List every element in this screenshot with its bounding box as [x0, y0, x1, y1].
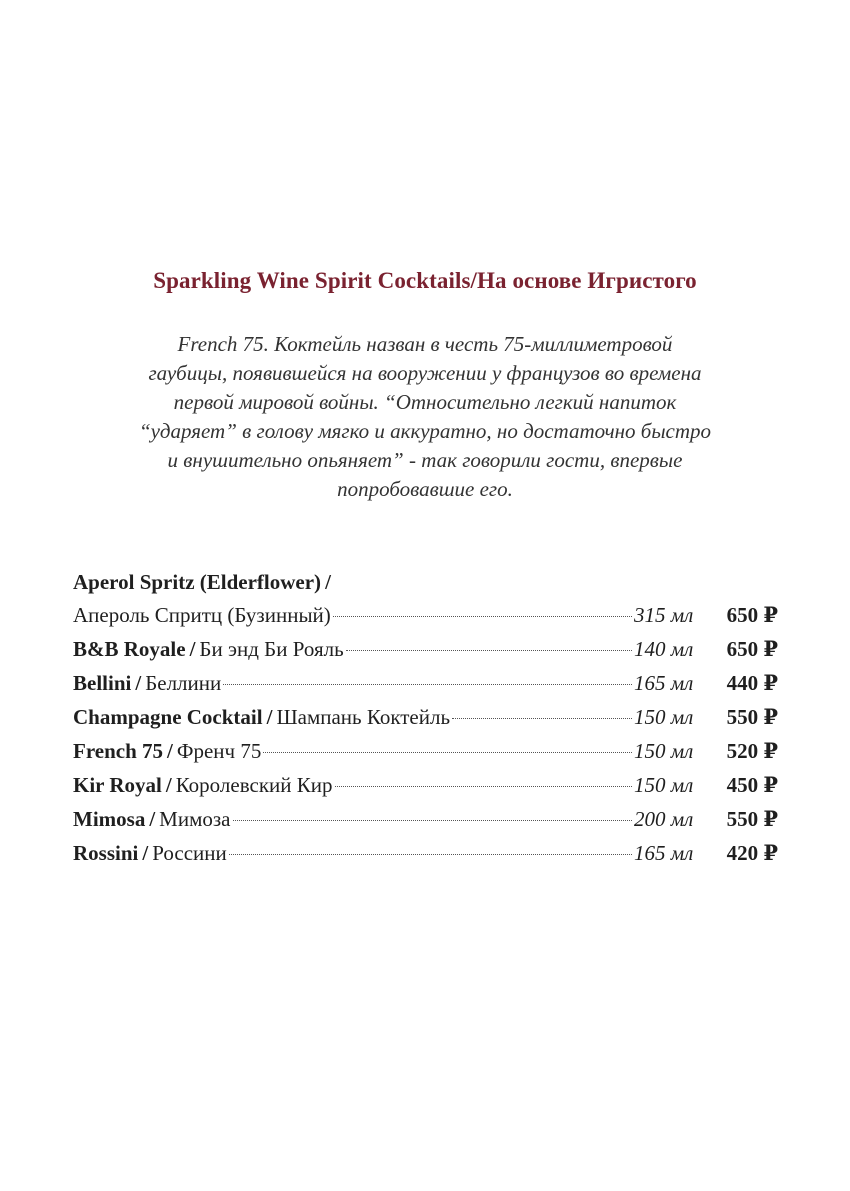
item-name-ru: Беллини — [145, 671, 222, 695]
section-title: Sparkling Wine Spirit Cocktails/На основе Игристого — [153, 268, 697, 293]
item-price: 550 ₽ — [726, 705, 778, 729]
menu-item-aperol-spritz-header — [73, 566, 778, 598]
menu-item-mimosa — [73, 802, 778, 836]
item-name-ru: Би энд Би Рояль — [199, 637, 344, 661]
item-price: 550 ₽ — [726, 807, 778, 831]
dot-leader — [452, 718, 632, 719]
menu-item-kir-royal — [73, 768, 778, 802]
item-name-en: Bellini — [73, 671, 132, 695]
description-line: попробовавшие его. — [337, 477, 513, 501]
dot-leader — [335, 786, 633, 787]
item-separator: / — [167, 739, 173, 763]
item-volume: 165 мл — [634, 841, 694, 865]
dot-leader — [233, 820, 633, 821]
item-name-ru: Шампань Коктейль — [276, 705, 451, 729]
menu-item-aperol-spritz — [73, 598, 778, 632]
item-name-ru: Мимоза — [159, 807, 231, 831]
item-separator: / — [142, 841, 149, 865]
item-name-en: Champagne Cocktail — [73, 705, 263, 729]
item-name-en: Aperol Spritz (Elderflower) — [73, 570, 322, 594]
dot-leader — [263, 752, 632, 753]
item-separator: / — [189, 637, 196, 661]
item-name-ru: Френч 75 — [176, 739, 262, 763]
description-line: первой мировой войны. “Относительно легкий напиток — [173, 390, 677, 414]
description-line: French 75. Коктейль назван в честь 75-миллиметровой — [177, 332, 673, 356]
item-volume: 315 мл — [634, 603, 694, 627]
dot-leader — [333, 616, 632, 617]
description-line: “ударяет” в голову мягко и аккуратно, но достаточно быстро — [138, 419, 712, 443]
item-separator: / — [325, 570, 331, 594]
dot-leader — [229, 854, 632, 855]
description-line: гаубицы, появившейся на вооружении у французов во времена — [148, 361, 702, 385]
item-price: 520 ₽ — [726, 739, 778, 763]
item-volume: 140 мл — [634, 637, 694, 661]
dot-leader — [346, 650, 632, 651]
item-price: 650 ₽ — [726, 637, 778, 661]
menu-item-bb-royale — [73, 632, 778, 666]
menu-item-bellini — [73, 666, 778, 700]
cocktail-description — [100, 330, 750, 504]
item-name-ru: Королевский Кир — [175, 773, 333, 797]
item-separator: / — [266, 705, 273, 729]
item-volume: 150 мл — [634, 705, 694, 729]
menu-item-french-75 — [73, 734, 778, 768]
item-name-ru: Россини — [152, 841, 227, 865]
item-volume: 200 мл — [634, 807, 694, 831]
item-separator: / — [149, 807, 156, 831]
item-name-en: Mimosa — [73, 807, 146, 831]
item-volume: 165 мл — [634, 671, 694, 695]
description-line: и внушительно опьяняет” - так говорили гости, впервые — [167, 448, 683, 472]
item-separator: / — [135, 671, 142, 695]
item-price: 650 ₽ — [726, 603, 778, 627]
dot-leader — [223, 684, 632, 685]
item-name-en: Rossini — [73, 841, 139, 865]
menu-item-champagne-cocktail — [73, 700, 778, 734]
menu-item-rossini — [73, 836, 778, 870]
item-volume: 150 мл — [634, 739, 694, 763]
item-name-en: B&B Royale — [73, 637, 186, 661]
item-price: 420 ₽ — [726, 841, 778, 865]
item-price: 450 ₽ — [726, 773, 778, 797]
item-name-ru: Апероль Спритц (Бузинный) — [73, 603, 331, 627]
item-name-en: Kir Royal — [73, 773, 162, 797]
item-price: 440 ₽ — [726, 671, 778, 695]
item-name-en: French 75 — [73, 739, 164, 763]
menu-list — [73, 566, 778, 870]
item-separator: / — [165, 773, 172, 797]
item-volume: 150 мл — [634, 773, 694, 797]
